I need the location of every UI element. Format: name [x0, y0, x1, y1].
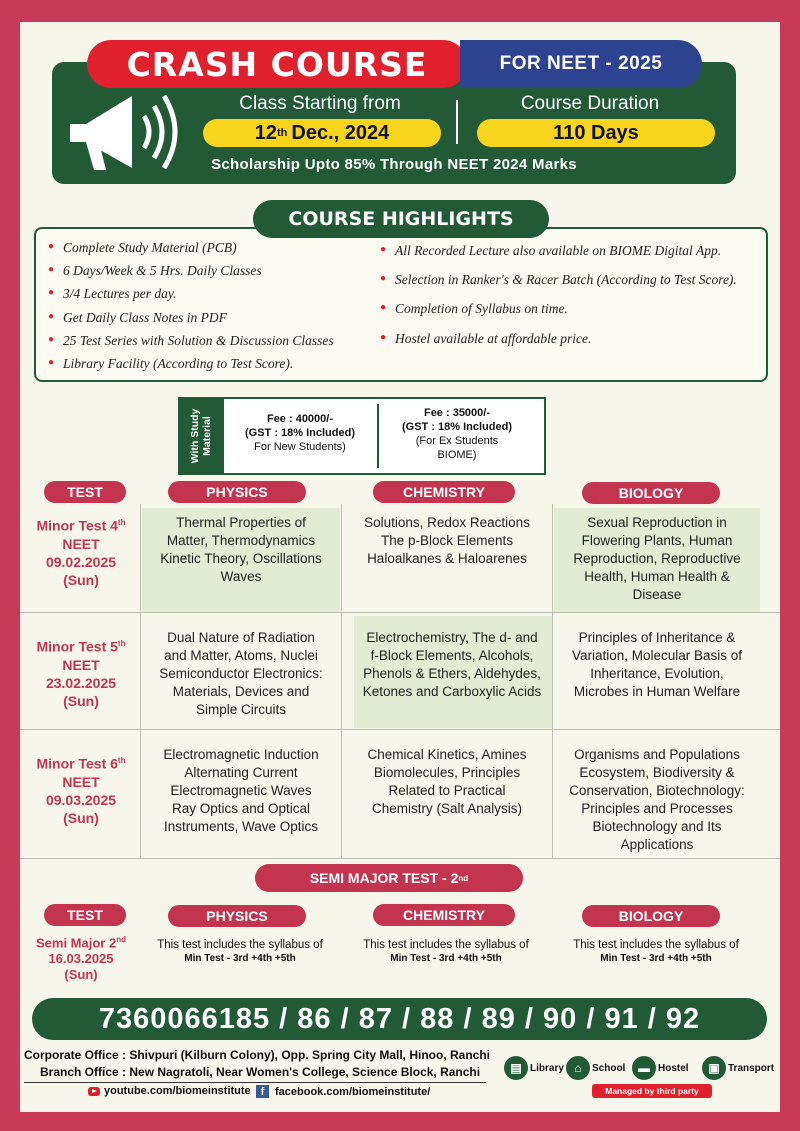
- semi-major-test-label: [20, 932, 142, 983]
- test-day: (Sun): [63, 571, 99, 588]
- facebook-link[interactable]: [256, 1085, 430, 1098]
- biology-topics-row-3: [554, 746, 760, 854]
- test-exam: NEET: [62, 773, 100, 790]
- list-item: ● 6 Days/Week & 5 Hrs. Daily Classes: [48, 263, 334, 286]
- topic-line: Materials, Devices and: [172, 684, 310, 699]
- semi-header-chemistry: CHEMISTRY: [373, 904, 515, 926]
- start-month-year: Dec., 2024: [291, 121, 390, 144]
- semi-header-test: TEST: [44, 904, 126, 926]
- topic-line: Conservation, Biotechnology:: [569, 783, 745, 798]
- topic-line: f-Block Elements, Alcohols,: [370, 648, 534, 663]
- semi-header-biology: BIOLOGY: [582, 905, 720, 927]
- facebook-url: facebook.com/biomeinstitute/: [275, 1085, 431, 1098]
- fee-new-amount: Fee : 40000/-: [266, 413, 334, 425]
- grid-line: [20, 729, 780, 730]
- semi-major-title-text: SEMI MAJOR TEST - 2: [309, 870, 459, 886]
- start-day: 12: [254, 121, 277, 144]
- topic-line: Sexual Reproduction in: [587, 515, 727, 530]
- fee-ex-for: (For Ex Students: [415, 435, 499, 447]
- topic-line: Variation, Molecular Basis of: [571, 648, 743, 663]
- test-day: (Sun): [63, 692, 99, 709]
- test-row-2-label: [20, 635, 142, 710]
- topic-line: Chemical Kinetics, Amines: [367, 747, 527, 762]
- semi-test-suffix: nd: [116, 935, 126, 944]
- topic-line: Applications: [620, 837, 694, 852]
- list-item: ● Complete Study Material (PCB): [48, 240, 334, 263]
- fee-new-for: For New Students): [254, 441, 346, 453]
- topic-line: Electromagnetic Induction: [163, 747, 319, 762]
- topic-line: Reproduction, Reproductive: [573, 551, 741, 566]
- test-exam: NEET: [62, 535, 100, 552]
- physics-topics-row-1: [142, 514, 340, 586]
- topic-line: The p-Block Elements: [380, 533, 514, 548]
- semi-test-date: 16.03.2025: [48, 951, 114, 967]
- facility-label: Transport: [728, 1062, 775, 1074]
- semi-note-text: This test includes the syllabus of: [573, 939, 739, 951]
- school-icon: ⌂: [566, 1056, 590, 1080]
- topic-line: Biotechnology and Its: [592, 819, 722, 834]
- test-name: Minor Test 6: [36, 755, 118, 772]
- topic-line: Principles of Inheritance &: [578, 630, 736, 645]
- topic-line: Solutions, Redox Reactions: [364, 515, 530, 530]
- list-item: ● 3/4 Lectures per day.: [48, 286, 334, 309]
- facility-transport: [702, 1056, 774, 1080]
- facility-label: School: [592, 1062, 626, 1074]
- topic-line: Inheritance, Evolution,: [590, 666, 724, 681]
- course-title: CRASH COURSE: [87, 40, 467, 88]
- scholarship-text: Scholarship Upto 85% Through NEET 2024 Marks: [211, 156, 577, 173]
- test-date: 23.02.2025: [45, 674, 117, 691]
- list-item: ● Selection in Ranker's & Racer Batch (According to Test Score).: [380, 272, 737, 301]
- list-item: ● Completion of Syllabus on time.: [380, 301, 737, 330]
- fee-side-line1: With Study: [189, 408, 201, 464]
- fee-divider: [377, 404, 379, 468]
- topic-line: Simple Circuits: [195, 702, 287, 717]
- fee-ex-students: [382, 406, 532, 462]
- topic-line: Organisms and Populations: [574, 747, 740, 762]
- semi-note-syllabus: Min Test - 3rd +4th +5th: [184, 953, 296, 964]
- topic-line: Disease: [632, 587, 682, 602]
- fee-ex-gst: (GST : 18% Included): [401, 421, 512, 433]
- start-label: Class Starting from: [239, 93, 401, 114]
- fee-new-students: [230, 412, 370, 454]
- highlights-left-list: [48, 240, 334, 379]
- topic-line: Dual Nature of Radiation: [167, 630, 315, 645]
- list-item: ● 25 Test Series with Solution & Discussion Classes: [48, 333, 334, 356]
- footer-divider: [24, 1082, 486, 1083]
- column-header-chemistry: CHEMISTRY: [373, 481, 515, 503]
- test-exam: NEET: [62, 656, 100, 673]
- test-name: Minor Test 5: [36, 638, 118, 655]
- semi-physics-note: [140, 938, 340, 966]
- topic-line: Phenols & Ethers, Aldehydes,: [363, 666, 541, 681]
- test-row-1-label: [20, 514, 142, 589]
- highlights-title: COURSE HIGHLIGHTS: [253, 200, 549, 238]
- topic-line: Semiconductor Electronics:: [159, 666, 323, 681]
- branch-office: Branch Office : New Nagratoli, Near Women's College, Science Block, Ranchi: [40, 1065, 481, 1079]
- topic-line: Alternating Current: [184, 765, 298, 780]
- youtube-icon: [88, 1087, 100, 1096]
- chemistry-topics-row-1: [342, 514, 552, 568]
- list-item: ● Hostel available at affordable price.: [380, 331, 737, 360]
- semi-note-text: This test includes the syllabus of: [363, 939, 529, 951]
- test-row-3-label: [20, 752, 142, 827]
- highlights-right-list: [380, 243, 737, 360]
- semi-note-syllabus: Min Test - 3rd +4th +5th: [600, 953, 712, 964]
- test-date: 09.02.2025: [45, 553, 117, 570]
- fee-side-label: [189, 397, 213, 475]
- facility-school: [566, 1056, 625, 1080]
- duration-value: 110 Days: [477, 119, 715, 147]
- topic-line: Waves: [220, 569, 262, 584]
- topic-line: Thermal Properties of: [176, 515, 306, 530]
- topic-line: Electromagnetic Waves: [170, 783, 312, 798]
- topic-line: Flowering Plants, Human: [581, 533, 733, 548]
- fee-ex-for-biome: BIOME): [437, 449, 477, 461]
- biology-topics-row-2: [554, 629, 760, 701]
- phone-numbers: 7360066185 / 86 / 87 / 88 / 89 / 90 / 91 / 92: [32, 998, 767, 1040]
- semi-test-day: (Sun): [64, 967, 98, 983]
- topic-line: Related to Practical: [388, 783, 506, 798]
- semi-test-name: Semi Major 2: [36, 935, 117, 951]
- topic-line: Biomolecules, Principles: [373, 765, 521, 780]
- topic-line: Principles and Processes: [581, 801, 733, 816]
- topic-line: Ketones and Carboxylic Acids: [362, 684, 542, 699]
- facility-library: [504, 1056, 564, 1080]
- chemistry-topics-row-3: [342, 746, 552, 818]
- chemistry-topics-row-2: [350, 629, 554, 701]
- facility-hostel: [632, 1056, 689, 1080]
- topic-line: Ray Optics and Optical: [171, 801, 311, 816]
- topic-line: Microbes in Human Welfare: [573, 684, 741, 699]
- grid-line: [20, 612, 780, 613]
- bus-icon: ▣: [702, 1056, 726, 1080]
- test-day: (Sun): [63, 809, 99, 826]
- managed-note: Managed by third party: [592, 1084, 712, 1098]
- facility-label: Hostel: [658, 1062, 689, 1074]
- fee-side-line2: Material: [201, 416, 213, 456]
- header-divider: [456, 100, 458, 144]
- exam-badge: FOR NEET - 2025: [460, 40, 702, 88]
- physics-topics-row-3: [142, 746, 340, 836]
- topic-line: Health, Human Health &: [584, 569, 730, 584]
- start-day-suffix: th: [277, 127, 288, 139]
- youtube-link[interactable]: [88, 1085, 251, 1097]
- corporate-office: Corporate Office : Shivpuri (Kilburn Colony), Opp. Spring City Mall, Hinoo, Ranchi: [24, 1048, 491, 1062]
- test-name: Minor Test 4: [36, 517, 118, 534]
- semi-major-title: [255, 864, 523, 892]
- books-icon: ▤: [504, 1056, 528, 1080]
- fee-ex-amount: Fee : 35000/-: [423, 407, 491, 419]
- start-date: [203, 119, 441, 147]
- semi-header-physics: PHYSICS: [168, 905, 306, 927]
- topic-line: Kinetic Theory, Oscillations: [160, 551, 322, 566]
- list-item: ● Library Facility (According to Test Score).: [48, 356, 334, 379]
- physics-topics-row-2: [142, 629, 340, 719]
- test-date: 09.03.2025: [45, 791, 117, 808]
- facebook-icon: f: [256, 1085, 269, 1098]
- topic-line: and Matter, Atoms, Nuclei: [164, 648, 318, 663]
- fee-new-gst: (GST : 18% Included): [244, 427, 355, 439]
- semi-chemistry-note: [346, 938, 546, 966]
- test-suffix: th: [117, 756, 126, 765]
- topic-line: Electrochemistry, The d- and: [366, 630, 538, 645]
- duration-label: Course Duration: [520, 93, 660, 114]
- list-item: ● Get Daily Class Notes in PDF: [48, 310, 334, 333]
- flyer: [20, 22, 780, 1112]
- bed-icon: ▬: [632, 1056, 656, 1080]
- semi-note-syllabus: Min Test - 3rd +4th +5th: [390, 953, 502, 964]
- column-header-physics: PHYSICS: [168, 481, 306, 503]
- topic-line: Chemistry (Salt Analysis): [371, 801, 523, 816]
- test-suffix: th: [117, 639, 126, 648]
- semi-biology-note: [556, 938, 756, 966]
- test-suffix: th: [117, 518, 126, 527]
- biology-topics-row-1: [554, 514, 760, 604]
- topic-line: Ecosystem, Biodiversity &: [579, 765, 735, 780]
- semi-major-title-suffix: nd: [458, 873, 469, 883]
- topic-line: Haloalkanes & Haloarenes: [367, 551, 527, 566]
- youtube-url: youtube.com/biomeinstitute: [104, 1085, 251, 1097]
- column-header-test: TEST: [44, 481, 126, 503]
- grid-line: [20, 858, 780, 859]
- semi-note-text: This test includes the syllabus of: [157, 939, 323, 951]
- list-item: ● All Recorded Lecture also available on BIOME Digital App.: [380, 243, 737, 272]
- topic-line: Instruments, Wave Optics: [163, 819, 319, 834]
- column-header-biology: BIOLOGY: [582, 482, 720, 504]
- facility-label: Library: [530, 1062, 564, 1074]
- topic-line: Matter, Thermodynamics: [166, 533, 316, 548]
